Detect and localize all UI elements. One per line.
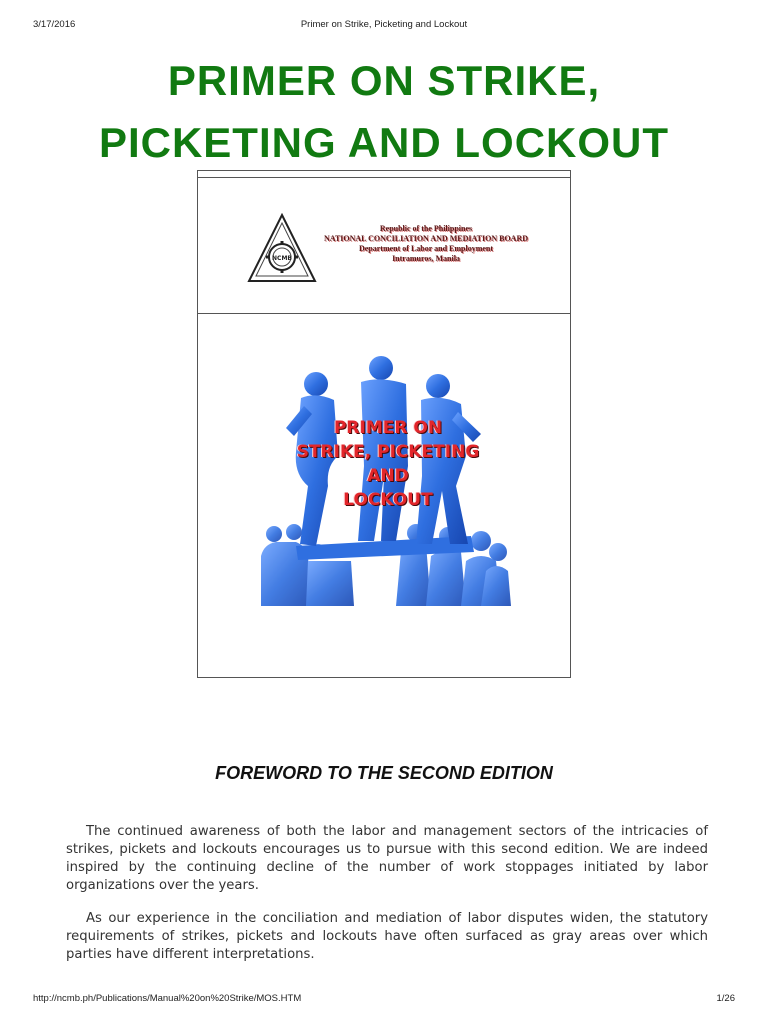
- page-number: 1/26: [716, 993, 735, 1004]
- print-footer-url: http://ncmb.ph/Publications/Manual%20on%20Strike/MOS.HTM: [33, 993, 302, 1004]
- cover-top-rule: [198, 177, 570, 178]
- document-title-line-1: PRIMER ON STRIKE,: [167, 57, 601, 104]
- cover-title: [258, 416, 518, 512]
- cover-title-line: STRIKE, PICKETING: [296, 442, 480, 462]
- foreword-paragraph: The continued awareness of both the labor and management sectors of the intricacies of strikes, pickets and lockouts encourages us to pursue with this second edition. We are indeed inspired by the continuing decline of the number of work stoppages initiated by labor organizations over the years.: [66, 824, 708, 893]
- agency-line: Republic of the Philippines: [379, 224, 473, 233]
- print-header-title: Primer on Strike, Picketing and Lockout: [300, 19, 468, 30]
- foreword-heading: FOREWORD TO THE SECOND EDITION: [215, 763, 553, 783]
- cover-image: [197, 170, 571, 678]
- agency-block: [316, 224, 536, 264]
- agency-line: Department of Labor and Employment: [358, 244, 494, 253]
- cover-divider: [198, 313, 570, 314]
- ncmb-logo-icon: [247, 213, 317, 285]
- cover-title-line: PRIMER ON: [333, 418, 443, 438]
- print-date: 3/17/2016: [33, 19, 76, 30]
- logo-text: NCMB: [272, 255, 292, 262]
- agency-line: NATIONAL CONCILIATION AND MEDIATION BOARD: [323, 234, 529, 243]
- cover-title-line: LOCKOUT: [343, 490, 433, 510]
- cover-title-line: AND: [367, 466, 409, 486]
- agency-line: Intramuros, Manila: [392, 254, 460, 263]
- foreword-paragraph: As our experience in the conciliation and mediation of labor disputes widen, the statutory requirements of strikes, pickets and lockouts have often surfaced as gray areas over which parties have different interpretations.: [66, 911, 708, 962]
- document-title-line-2: PICKETING AND LOCKOUT: [98, 119, 670, 166]
